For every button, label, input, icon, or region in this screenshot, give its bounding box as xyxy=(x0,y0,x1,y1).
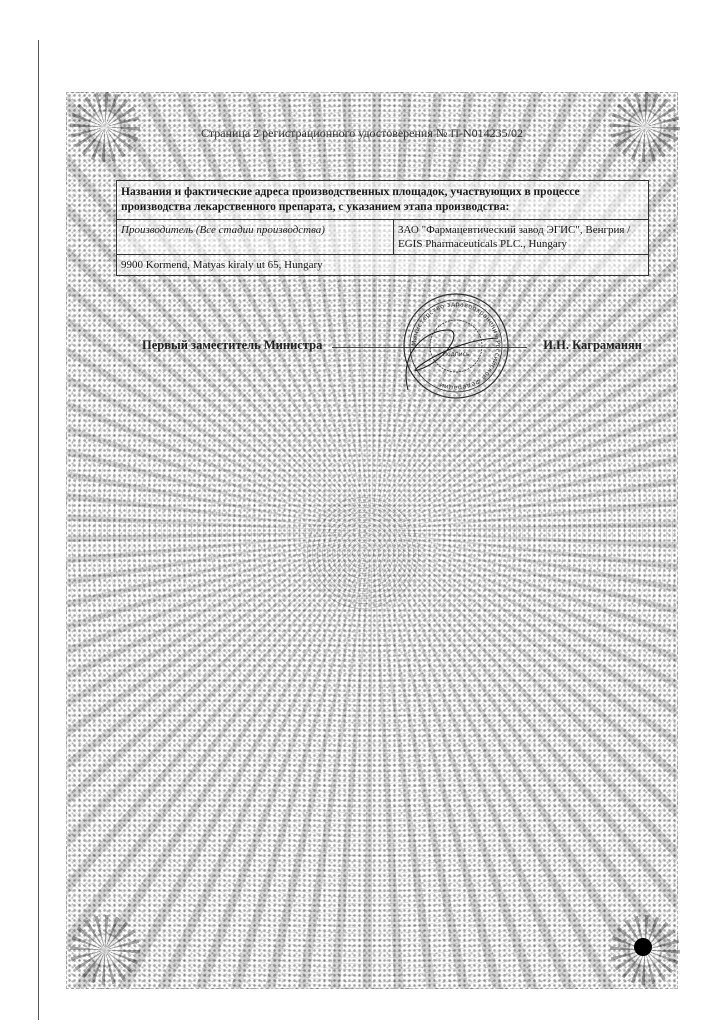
page-title: Страница 2 регистрационного удостоверения № П-N014235/02 xyxy=(201,126,523,140)
official-seal-stamp xyxy=(388,290,522,400)
seal-graphic xyxy=(388,290,522,400)
signatory-name: И.Н. Каграманян xyxy=(543,338,642,352)
table-row-address xyxy=(117,255,648,275)
company-name-en: EGIS Pharmaceuticals PLC., Hungary xyxy=(398,238,567,250)
handwritten-signature xyxy=(406,330,498,390)
site-address: 9900 Kormend, Matyas kiraly ut 65, Hungary xyxy=(121,259,323,271)
table-heading-row xyxy=(117,181,648,220)
corner-ornament-bottom-left xyxy=(70,915,140,985)
hole-punch-mark xyxy=(634,938,652,956)
company-name-ru: ЗАО "Фармацевтический завод ЭГИС", Венгрия / xyxy=(398,224,631,236)
table-heading: Названия и фактические адреса производственных площадок, участвующих в процессе производства лекарственного препарата, с указанием этапа производства: xyxy=(121,186,580,213)
production-sites-table xyxy=(116,180,649,276)
table-row xyxy=(117,220,648,255)
manufacturer-role: Производитель (Все стадии производства) xyxy=(117,220,394,254)
seal-small-text: Подпись xyxy=(442,351,470,358)
signatory-title: Первый заместитель Министра xyxy=(142,338,323,352)
seal-text: Министерство здравоохранения Российской Федерации xyxy=(410,300,502,392)
guilloche-rosette xyxy=(303,493,423,613)
page-edge-rule xyxy=(38,40,39,1020)
manufacturer-company xyxy=(394,220,648,254)
svg-text:Министерство здравоохранения Р xyxy=(411,301,501,391)
